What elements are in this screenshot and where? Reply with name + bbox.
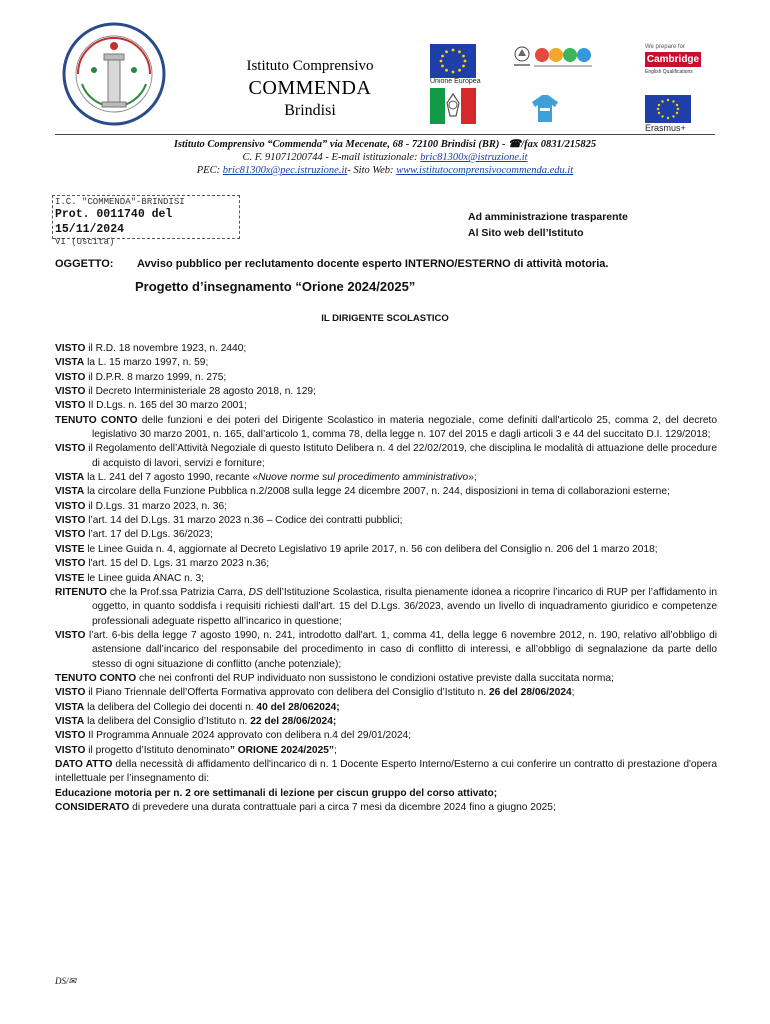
- document-body: [55, 342, 717, 815]
- paragraph-keyword: VISTA: [55, 486, 85, 498]
- paragraph-keyword: VISTO: [55, 744, 86, 756]
- paragraph-text: il R.D. 18 novembre 1923, n. 2440;: [85, 343, 247, 354]
- school-name-line3: Brindisi: [284, 102, 336, 119]
- body-paragraph: [55, 528, 717, 542]
- paragraph-text: Il Programma Annuale 2024 approvato con delibera n.4 del 29/01/2024;: [85, 730, 412, 742]
- body-paragraph: [55, 557, 717, 571]
- eu-flag-logo: [430, 44, 476, 78]
- cambridge-sub-text: English Qualifications: [645, 69, 693, 75]
- cambridge-logo: [645, 44, 701, 82]
- italian-emblem-logo: [430, 88, 476, 124]
- paragraph-bold: 22 del 28/06/2024;: [250, 715, 337, 727]
- paragraph-bold: 26 del 28/06/2024: [488, 687, 572, 699]
- recipient-line2: Al Sito web dell’Istituto: [468, 227, 584, 239]
- body-paragraph: [55, 629, 717, 672]
- paragraph-italic: Nuove norme sul procedimento amministrativo: [258, 472, 469, 484]
- paragraph-bold: 40 del 28/062024;: [256, 701, 340, 713]
- paragraph-keyword: VISTO: [55, 515, 86, 527]
- body-paragraph: [55, 715, 717, 729]
- body-paragraph: [55, 399, 717, 413]
- erasmus-flag-logo: [645, 95, 691, 123]
- paragraph-text: la delibera del Collegio dei docenti n.: [84, 701, 257, 713]
- paragraph-text: l’art. 17 del D.Lgs. 36/2023;: [85, 529, 213, 541]
- paragraph-keyword: VISTA: [55, 472, 85, 484]
- paragraph-text: Il D.Lgs. n. 165 del 30 marzo 2001;: [85, 400, 247, 412]
- website-label: - Sito Web:: [347, 165, 397, 176]
- paragraph-text: la L. 15 marzo 1997, n. 59;: [84, 357, 209, 369]
- paragraph-keyword: VISTO: [55, 629, 86, 641]
- protocol-stamp: [52, 195, 240, 247]
- paragraph-text: che la Prof.ssa Patrizia Carra,: [106, 586, 249, 598]
- cambridge-name: Cambridge: [646, 54, 700, 65]
- body-paragraph: [55, 500, 717, 514]
- paragraph-keyword: VISTE: [55, 543, 85, 555]
- paragraph-text: l’art. 14 del D.Lgs. 31 marzo 2023 n.36 – Codice dei contratti pubblici;: [85, 515, 403, 527]
- paragraph-italic: DS: [248, 586, 263, 598]
- paragraph-keyword: VISTE: [55, 572, 85, 584]
- paragraph-bold: Educazione motoria per n. 2 ore settimanali di lezione per ciscun gruppo del corso attivato;: [55, 787, 498, 799]
- paragraph-text: la circolare della Funzione Pubblica n.2/2008 sulla legge 24 dicembre 2007, n. 244, disposizioni in tema di collaborazioni esterne;: [84, 486, 670, 498]
- body-paragraph: [55, 701, 717, 715]
- paragraph-text: il D.P.R. 8 marzo 1999, n. 275;: [85, 371, 227, 383]
- paragraph-keyword: VISTA: [55, 701, 85, 713]
- paragraph-text: la delibera del Consiglio d’Istituto n.: [84, 715, 251, 727]
- paragraph-keyword: VISTO: [55, 386, 86, 398]
- contact-cf-text: C. F. 91071200744 - E-mail istituzionale:: [242, 152, 421, 163]
- body-paragraph: [55, 442, 717, 471]
- contact-address-line: Istituto Comprensivo “Commenda” via Mecenate, 68 - 72100 Brindisi (BR) - ☎/fax 0831/215825: [173, 139, 597, 150]
- recipients-block: [468, 209, 628, 241]
- body-paragraph: [55, 356, 717, 370]
- paragraph-keyword: VISTA: [55, 357, 85, 369]
- paragraph-text: delle funzioni e dei poteri del Dirigente Scolastico in materia negoziale, come definiti dall'articolo 25, comma 2, del decreto legislativo 30 marzo 2001, n. 165, dall’articolo 1, comma 78, della legge n. 107 del 2015 e dagli articoli 3 e 44 del succitato D.I. 129/2018;: [92, 414, 717, 441]
- recipient-line1: Ad amministrazione trasparente: [468, 211, 628, 223]
- paragraph-text: il Decreto Interministeriale 28 agosto 2018, n. 129;: [85, 386, 316, 398]
- body-paragraph: [55, 572, 717, 586]
- paragraph-text: il Piano Triennale dell’Offerta Formativa approvato con delibera del Consiglio d’Istituto n.: [85, 687, 489, 699]
- cambridge-small-text: We prepare for: [645, 44, 685, 50]
- paragraph-text: la L. 241 del 7 agosto 1990, recante «: [84, 472, 259, 484]
- protocol-number: Prot. 0011740 del 15/11/2024: [55, 208, 173, 236]
- paragraph-text: di prevedere una durata contrattuale pari a circa 7 mesi da dicembre 2024 fino a giugno 2025;: [129, 802, 556, 813]
- body-paragraph: [55, 672, 717, 686]
- paragraph-text: l’art. 6-bis della legge 7 agosto 1990, n. 241, introdotto dall'art. 1, comma 41, della legge 6 novembre 2012, n. 190, relativo all’obbligo di astensione dall’incarico del responsabile del procedimento in caso di conflitto di interessi, e all’obbligo di segnalazione da parte dello stesso di ogni situazione di conflitto (anche potenziale);: [85, 629, 717, 670]
- subject-text: Avviso pubblico per reclutamento docente esperto INTERNO/ESTERNO di attività motoria.: [137, 258, 609, 270]
- body-paragraph: [55, 342, 717, 356]
- paragraph-text: l'art. 15 del D. Lgs. 31 marzo 2023 n.36;: [85, 558, 270, 570]
- pec-link[interactable]: bric81300x@pec.istruzione.it: [222, 165, 348, 176]
- body-paragraph: [55, 414, 717, 443]
- eu-caption: Unione Europea: [430, 78, 481, 85]
- school-name-line1: Istituto Comprensivo: [246, 58, 374, 74]
- email-link[interactable]: bric81300x@istruzione.it: [420, 152, 528, 163]
- paragraph-keyword: VISTO: [55, 443, 86, 455]
- protocol-category: VI (Uscita): [55, 237, 115, 247]
- paragraph-text: il progetto d’Istituto denominato: [85, 744, 230, 756]
- paragraph-tail: ;: [334, 744, 337, 756]
- paragraph-text: le Linee guida ANAC n. 3;: [84, 572, 204, 584]
- paragraph-keyword: VISTO: [55, 500, 86, 512]
- paragraph-keyword: VISTO: [55, 343, 86, 354]
- protocol-school-line: I.C. "COMMENDA"-BRINDISI: [55, 197, 185, 207]
- footer-initials: DS/✉: [55, 976, 77, 986]
- paragraph-bold: ” ORIONE 2024/2025”: [229, 744, 335, 756]
- paragraph-keyword: VISTO: [55, 730, 86, 742]
- paragraph-text: il D.Lgs. 31 marzo 2023, n. 36;: [85, 500, 227, 512]
- paragraph-text: le Linee Guida n. 4, aggiornate al Decreto Legislativo 19 aprile 2017, n. 56 con delibera del Consiglio n. 206 del 1 marzo 2018;: [84, 543, 658, 555]
- body-paragraph: [55, 586, 717, 629]
- paragraph-keyword: CONSIDERATO: [55, 802, 130, 813]
- body-paragraph: [55, 729, 717, 743]
- body-paragraph: [55, 514, 717, 528]
- paragraph-keyword: TENUTO CONTO: [55, 672, 137, 684]
- paragraph-keyword: DATO ATTO: [55, 758, 113, 770]
- tshirt-logo: [530, 92, 560, 124]
- body-paragraph: [55, 371, 717, 385]
- erasmus-caption: Erasmus+: [645, 123, 686, 133]
- body-paragraph: [55, 801, 717, 815]
- paragraph-keyword: VISTO: [55, 687, 86, 699]
- paragraph-keyword: TENUTO CONTO: [55, 414, 138, 426]
- body-paragraph: [55, 385, 717, 399]
- body-paragraph: [55, 744, 717, 758]
- paragraph-keyword: VISTO: [55, 558, 86, 570]
- header-divider: [55, 134, 715, 135]
- project-title: Progetto d’insegnamento “Orione 2024/2025”: [135, 279, 416, 294]
- paragraph-tail: »;: [468, 472, 477, 484]
- dirigente-title: IL DIRIGENTE SCOLASTICO: [321, 313, 449, 324]
- paragraph-keyword: RITENUTO: [55, 586, 107, 598]
- paragraph-text: della necessità di affidamento dell'incarico di n. 1 Docente Esperto Interno/Esterno a cui conferire un contratto di prestazione d'opera intellettuale per l’insegnamento di:: [55, 758, 717, 785]
- paragraph-keyword: VISTO: [55, 371, 86, 383]
- body-paragraph: [55, 758, 717, 787]
- contact-cf-line: [55, 151, 715, 164]
- miur-logo: [512, 44, 602, 70]
- paragraph-tail: ;: [571, 687, 575, 699]
- paragraph-keyword: VISTO: [55, 400, 86, 412]
- paragraph-keyword: VISTO: [55, 529, 86, 541]
- pec-label: PEC:: [196, 165, 223, 176]
- paragraph-text: che nei confronti del RUP individuato non sussistono le condizioni ostative previste dalla succitata norma;: [136, 672, 614, 684]
- subject-label: OGGETTO:: [55, 258, 114, 270]
- body-paragraph: [55, 686, 717, 700]
- body-paragraph: [55, 543, 717, 557]
- body-paragraph: [55, 471, 717, 485]
- body-paragraph: [55, 787, 717, 801]
- paragraph-text: il Regolamento dell’Attività Negoziale di questo Istituto Delibera n. 4 del 22/02/2019, che disciplina le modalità di attuazione delle procedure di acquisto di lavori, servizi e forniture;: [85, 443, 717, 469]
- paragraph-keyword: VISTA: [55, 715, 85, 727]
- school-logo: [58, 18, 170, 130]
- contact-pec-line: [55, 164, 715, 177]
- website-link[interactable]: www.istitutocomprensivocommenda.edu.it: [396, 165, 574, 176]
- paragraph-tail: dell’Istituzione Scolastica, risulta pienamente idonea a ricoprire l’incarico di RUP per l’affidamento in oggetto, in quanto soddisfa i requisiti richiesti dall’art. 15 del D.Lgs. 36/2023, avendo un livello di inquadramento giuridico e competenze professionali adeguate rispetto all’incarico in questione;: [92, 586, 717, 627]
- school-name: [205, 58, 415, 120]
- contact-block: [55, 138, 715, 177]
- body-paragraph: [55, 485, 717, 499]
- school-name-line2: COMMENDA: [248, 77, 372, 99]
